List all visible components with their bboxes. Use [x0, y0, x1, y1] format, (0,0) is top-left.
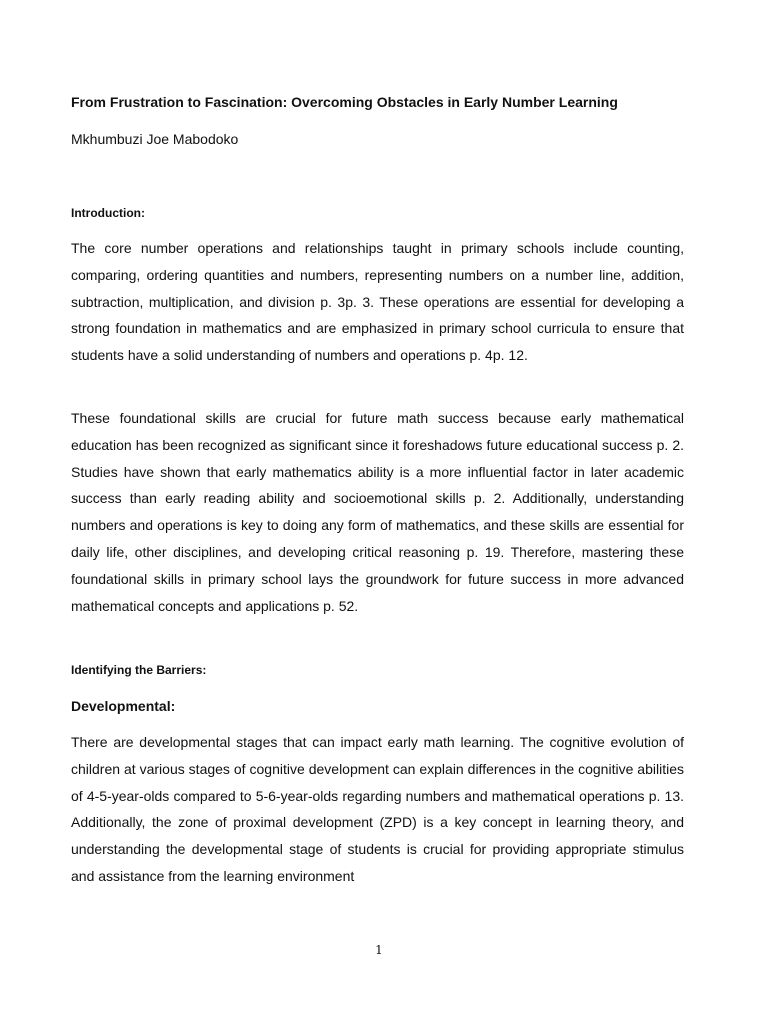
- document-title: From Frustration to Fascination: Overcoming Obstacles in Early Number Learning: [71, 94, 618, 110]
- author-name: Mkhumbuzi Joe Mabodoko: [71, 131, 239, 147]
- introduction-heading: Introduction:: [71, 206, 145, 220]
- page-number: 1: [375, 943, 383, 957]
- developmental-paragraph: There are developmental stages that can impact early math learning. The cognitive evolution of children at various stages of cognitive development can explain differences in the cognitive abilities of 4-5-year-olds compared to 5-6-year-olds regarding numbers and mathematical operations p. 13. Additionally, the zone of proximal development (ZPD) is a key concept in learning theory, and understanding the developmental stage of students is crucial for providing appropriate stimulus and assistance from the learning environment: [71, 734, 684, 884]
- barriers-heading: Identifying the Barriers:: [71, 663, 207, 677]
- introduction-paragraph-1: The core number operations and relationships taught in primary schools include counting, comparing, ordering quantities and numbers, representing numbers on a number line, addition, subtraction, multiplication, and division p. 3p. 3. These operations are essential for developing a strong foundation in mathematics and are emphasized in primary school curricula to ensure that students have a solid understanding of numbers and operations p. 4p. 12.: [71, 240, 684, 364]
- developmental-heading: Developmental:: [71, 698, 176, 714]
- introduction-paragraph-2: These foundational skills are crucial for future math success because early mathematical education has been recognized as significant since it foreshadows future educational success p. 2. Studies have shown that early mathematics ability is a more influential factor in later academic success than early reading ability and socioemotional skills p. 2. Additionally, understanding numbers and operations is key to doing any form of mathematics, and these skills are essential for daily life, other disciplines, and developing critical reasoning p. 19. Therefore, mastering these foundational skills in primary school lays the groundwork for future success in more advanced mathematical concepts and applications p. 52.: [71, 410, 684, 614]
